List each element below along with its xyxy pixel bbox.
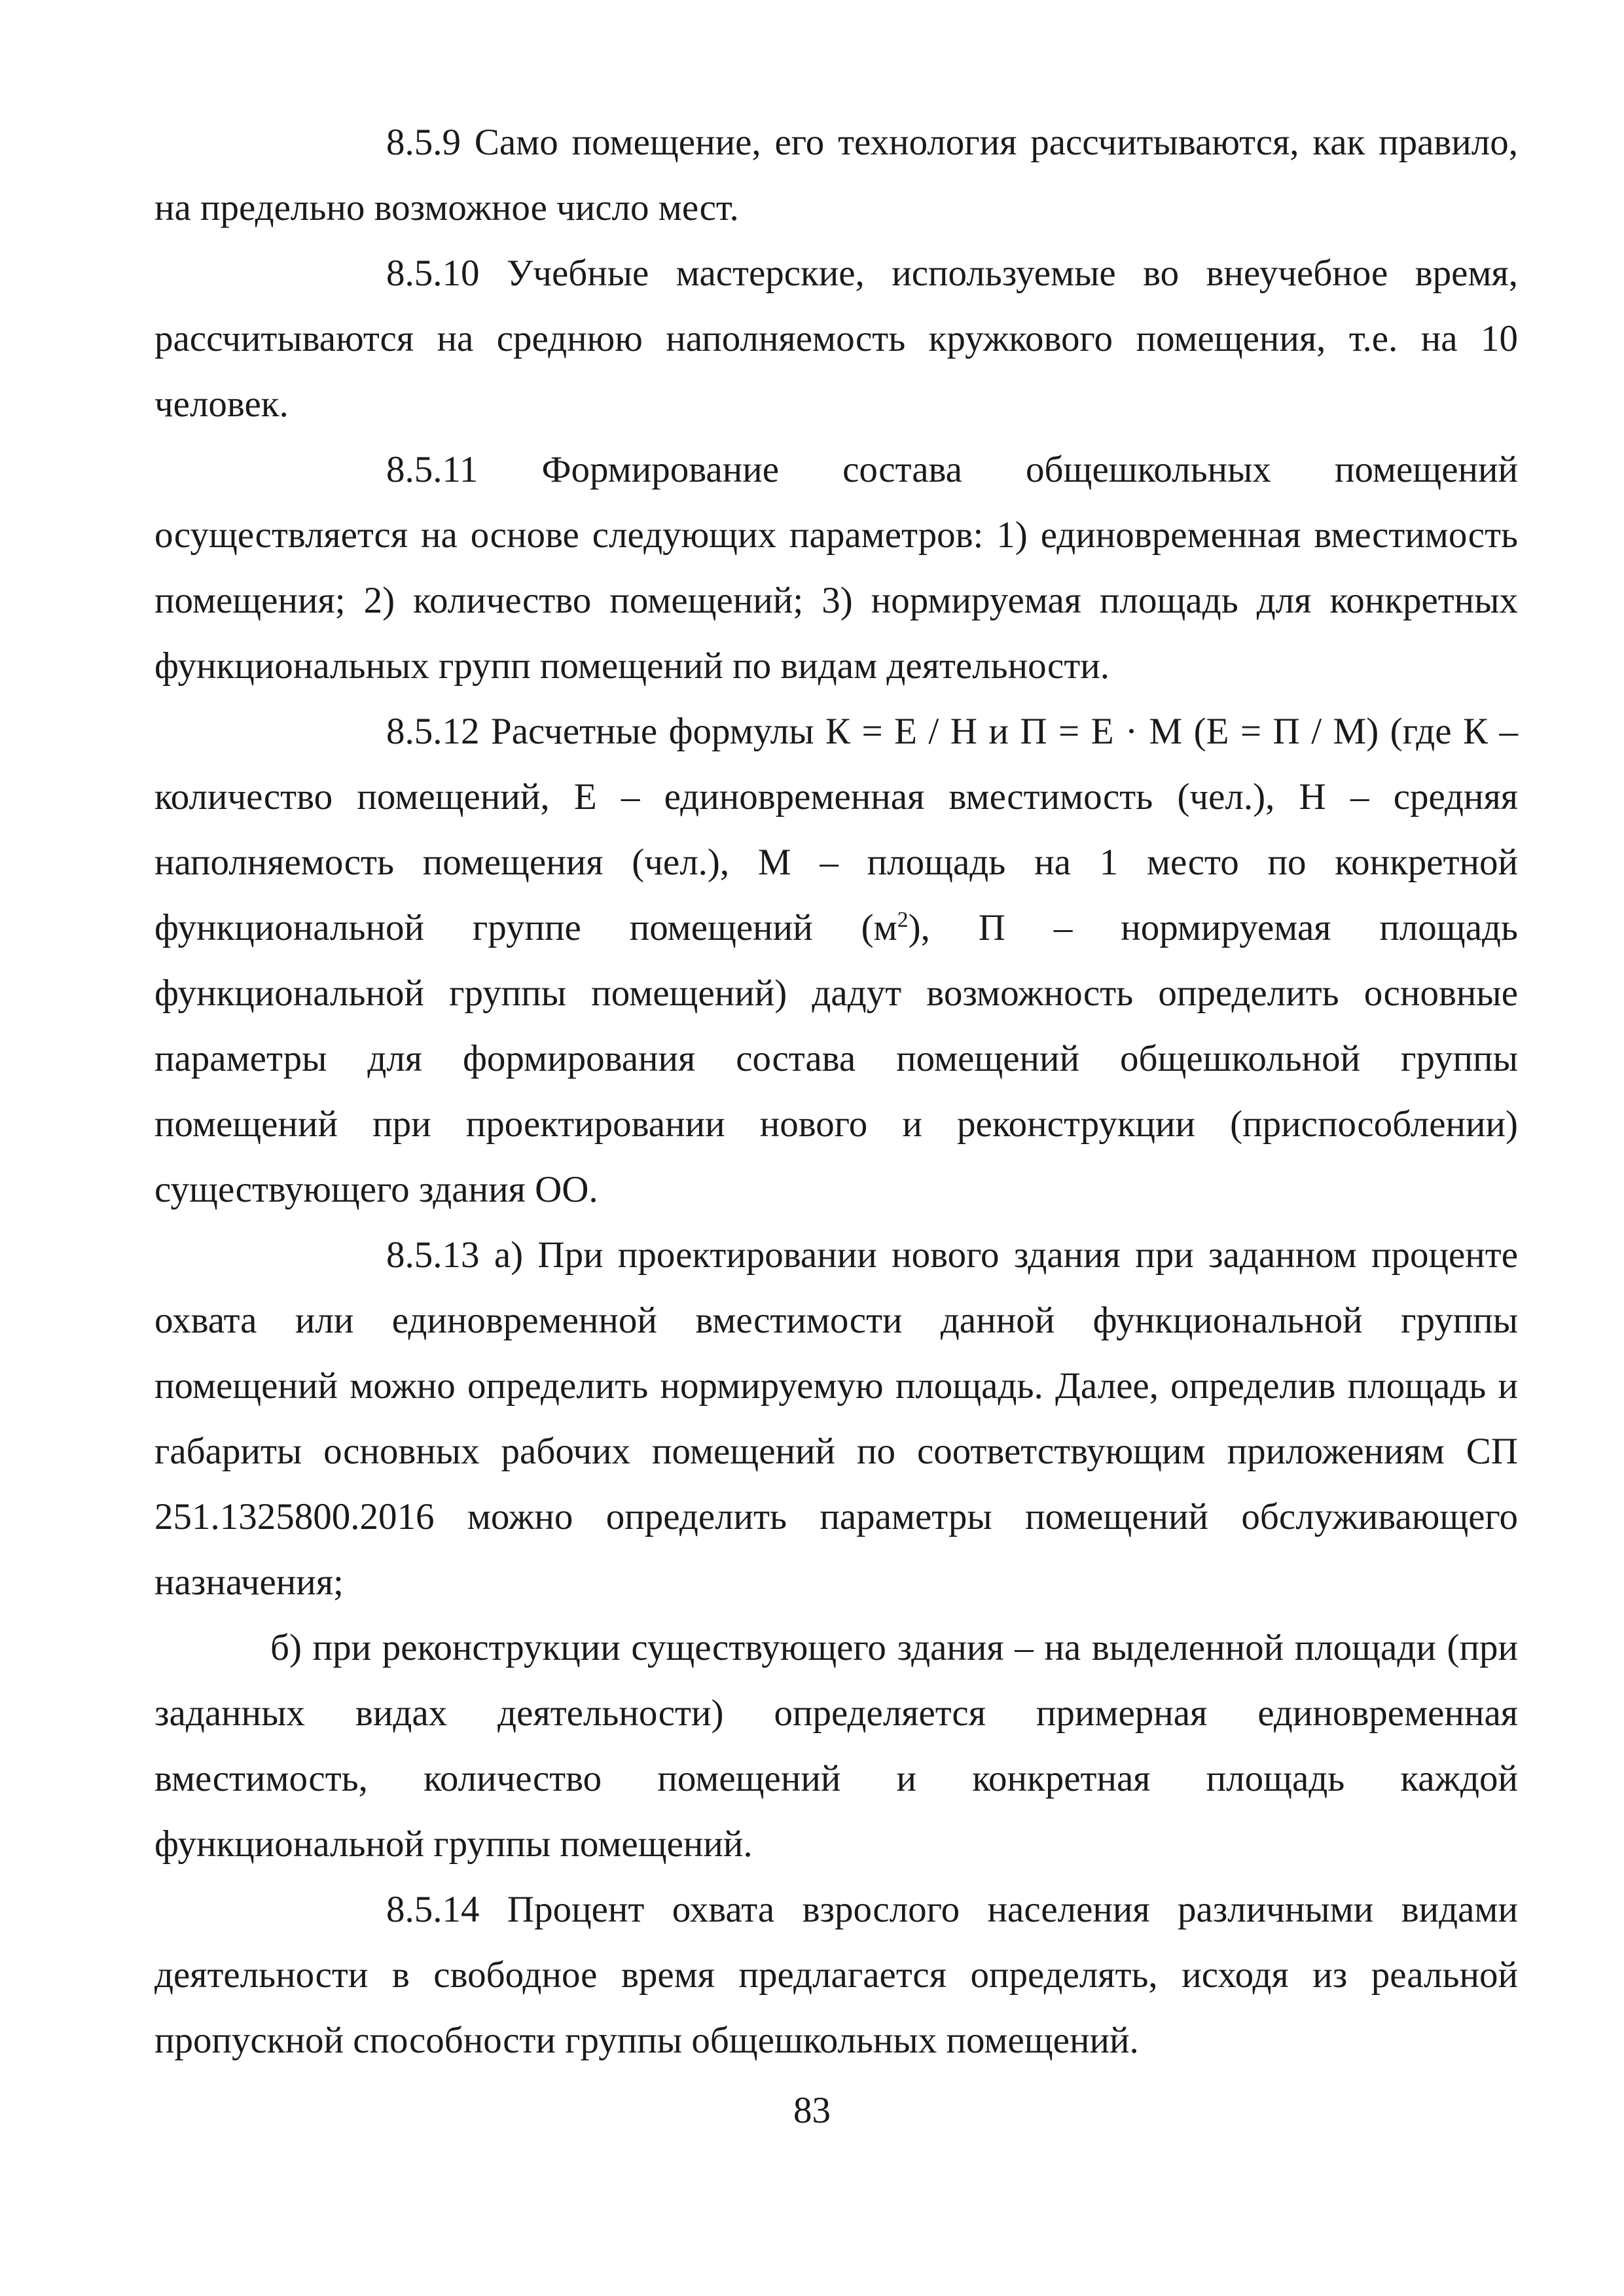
page-number: 83 [793,2090,831,2131]
paragraph-8-5-14 [154,1877,1518,2073]
paragraph-8-5-13-b [154,1615,1518,1877]
document-body [154,110,1518,2073]
paragraph-text-before-superscript: Расчетные формулы К = Е / Н и П = Е · М (Е = П / М) (где К – количество помещений, Е – единовременная вместимость (чел.), Н – средняя наполняемость помещения (чел.), М – площадь на 1 место по конкретной функциональной группе помещений (м [154,711,1518,948]
paragraph-text: Процент охвата взрослого населения различными видами деятельности в свободное время предлагается определять, исходя из реальной пропускной способности группы общешкольных помещений. [154,1889,1518,2061]
paragraph-8-5-9 [154,110,1518,241]
paragraph-number: 8.5.14 [386,1889,480,1930]
paragraph-number: 8.5.12 [386,711,480,752]
paragraph-8-5-11 [154,437,1518,699]
paragraph-number: 8.5.10 [386,253,480,294]
paragraph-text: а) При проектировании нового здания при заданном проценте охвата или единовременной вместимости данной функциональной группы помещений можно определить нормируемую площадь. Далее, определив площадь и габариты основных рабочих помещений по соответствующим приложениям СП 251.1325800.2016 можно определить параметры помещений обслуживающего назначения; [154,1234,1518,1603]
paragraph-number: 8.5.11 [386,449,478,490]
paragraph-text: Само помещение, его технология рассчитываются, как правило, на предельно возможное число мест. [154,122,1518,228]
paragraph-text: б) при реконструкции существующего здания – на выделенной площади (при заданных видах деятельности) определяется примерная единовременная вместимость, количество помещений и конкретная площадь каждой функциональной группы помещений. [154,1627,1518,1865]
superscript-squared: 2 [897,908,909,932]
paragraph-number: 8.5.9 [386,122,461,163]
paragraph-8-5-12 [154,699,1518,1223]
paragraph-8-5-13 [154,1223,1518,1615]
paragraph-text-after-superscript: ), П – нормируемая площадь функциональной группы помещений) дадут возможность определить основные параметры для формирования состава помещений общешкольной группы помещений при проектировании нового и реконструкции (приспособлении) существующего здания ОО. [154,907,1518,1210]
paragraph-text: Учебные мастерские, используемые во внеучебное время, рассчитываются на среднюю наполняемость кружкового помещения, т.е. на 10 человек. [154,253,1519,425]
paragraph-number: 8.5.13 [386,1234,480,1276]
paragraph-8-5-10 [154,241,1518,437]
paragraph-text: Формирование состава общешкольных помещений осуществляется на основе следующих параметров: 1) единовременная вместимость помещения; 2) количество помещений; 3) нормируемая площадь для конкретных функциональных групп помещений по видам деятельности. [154,449,1518,687]
